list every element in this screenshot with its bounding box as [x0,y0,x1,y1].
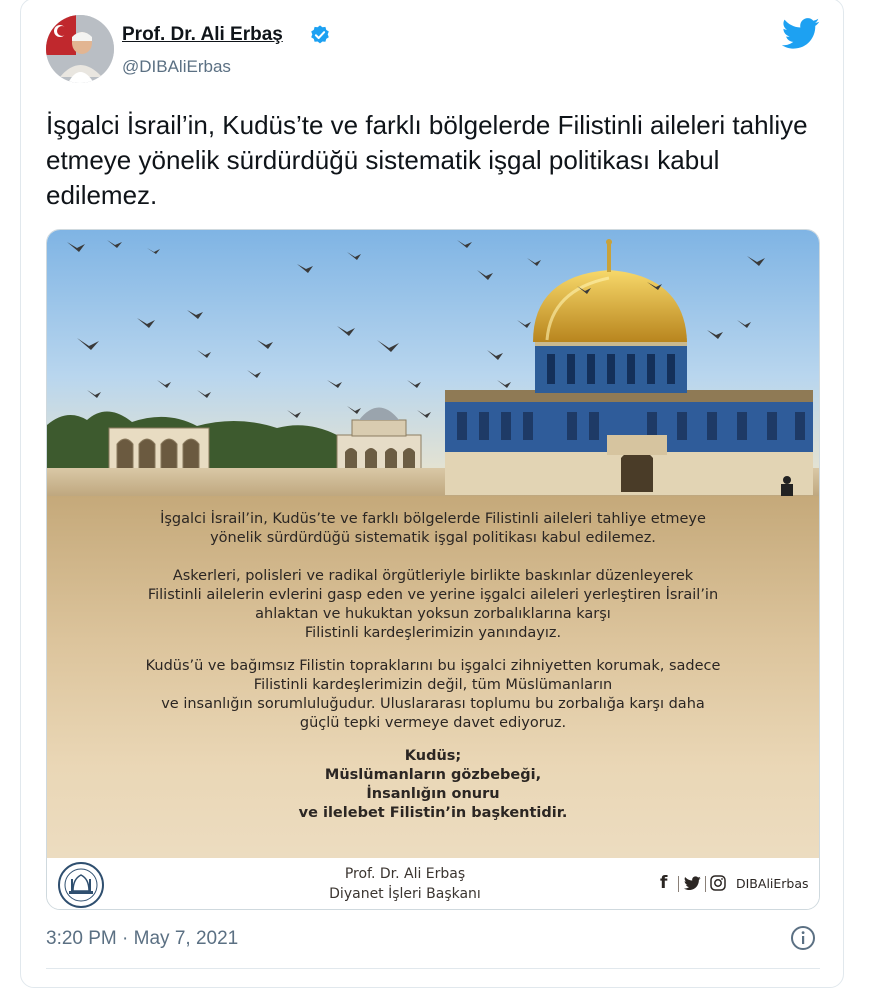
profile-photo [46,15,114,83]
statement-closing [47,747,819,823]
image-signature-bar [47,858,819,910]
diyanet-logo-icon [57,861,105,909]
statement-line: ve insanlığın sorumluluğudur. Uluslararası toplumu bu zorbalığa karşı daha [161,696,705,712]
statement-line: Filistinli ailelerin evlerini gasp eden ve yerine işgalci aileleri yerleştiren İsrail’in [147,587,719,603]
tweet-timestamp[interactable]: 3:20 PM · May 7, 2021 [46,928,239,949]
statement-line: güçlü tepki vermeye davet ediyoruz. [299,715,567,731]
author-handle[interactable]: @DIBAliErbas [122,57,231,76]
twitter-bird-icon[interactable] [782,18,820,50]
facebook-icon: f [660,873,668,893]
statement-line: Filistinli kardeşlerimizin yanındayız. [304,625,562,641]
statement-line: ve ilelebet Filistin’in başkentidir. [298,805,568,821]
statement-line: Filistinli kardeşlerimizin değil, tüm Müslümanların [253,677,613,693]
signature-title: Diyanet İşleri Başkanı [329,886,481,902]
twitter-small-icon [684,876,701,891]
statement-line: Askerleri, polisleri ve radikal örgütleriyle birlikte baskınlar düzenleyerek [172,568,694,584]
statement-paragraph-1 [47,510,819,548]
display-name[interactable]: Prof. Dr. Ali Erbaş [122,24,283,45]
statement-line: İnsanlığın onuru [366,786,500,802]
avatar[interactable] [46,15,114,83]
instagram-icon [710,875,726,891]
divider [46,968,820,969]
verified-badge-icon [309,24,331,46]
divider [705,876,706,892]
statement-line: Kudüs; [404,748,462,764]
tweet-image[interactable] [46,229,820,910]
tweet-text: İşgalci İsrail’in, Kudüs’te ve farklı bölgelerde Filistinli aileleri tahliye etmeye yönelik sürdürdüğü sistematik işgal politikası kabul edilemez. [46,110,808,210]
statement-line: İşgalci İsrail’in, Kudüs’te ve farklı bölgelerde Filistinli aileleri tahliye etmeye [160,511,706,527]
statement-paragraph-2 [47,567,819,643]
divider [678,876,679,892]
signature-block [305,864,505,904]
statement-panel [47,496,819,858]
social-handle: DIBAliErbas [736,876,809,891]
info-icon[interactable] [790,925,816,951]
al-aqsa-photo [47,230,819,498]
statement-line: Müslümanların gözbebeği, [324,767,542,783]
statement-line: Kudüs’ü ve bağımsız Filistin topraklarını bu işgalci zihniyetten korumak, sadece [145,658,721,674]
signature-name: Prof. Dr. Ali Erbaş [344,866,466,882]
statement-line: ahlaktan ve hukuktan yoksun zorbalıklarına karşı [255,606,611,622]
statement-line: yönelik sürdürdüğü sistematik işgal politikası kabul edilemez. [210,530,656,546]
statement-paragraph-3 [47,657,819,733]
